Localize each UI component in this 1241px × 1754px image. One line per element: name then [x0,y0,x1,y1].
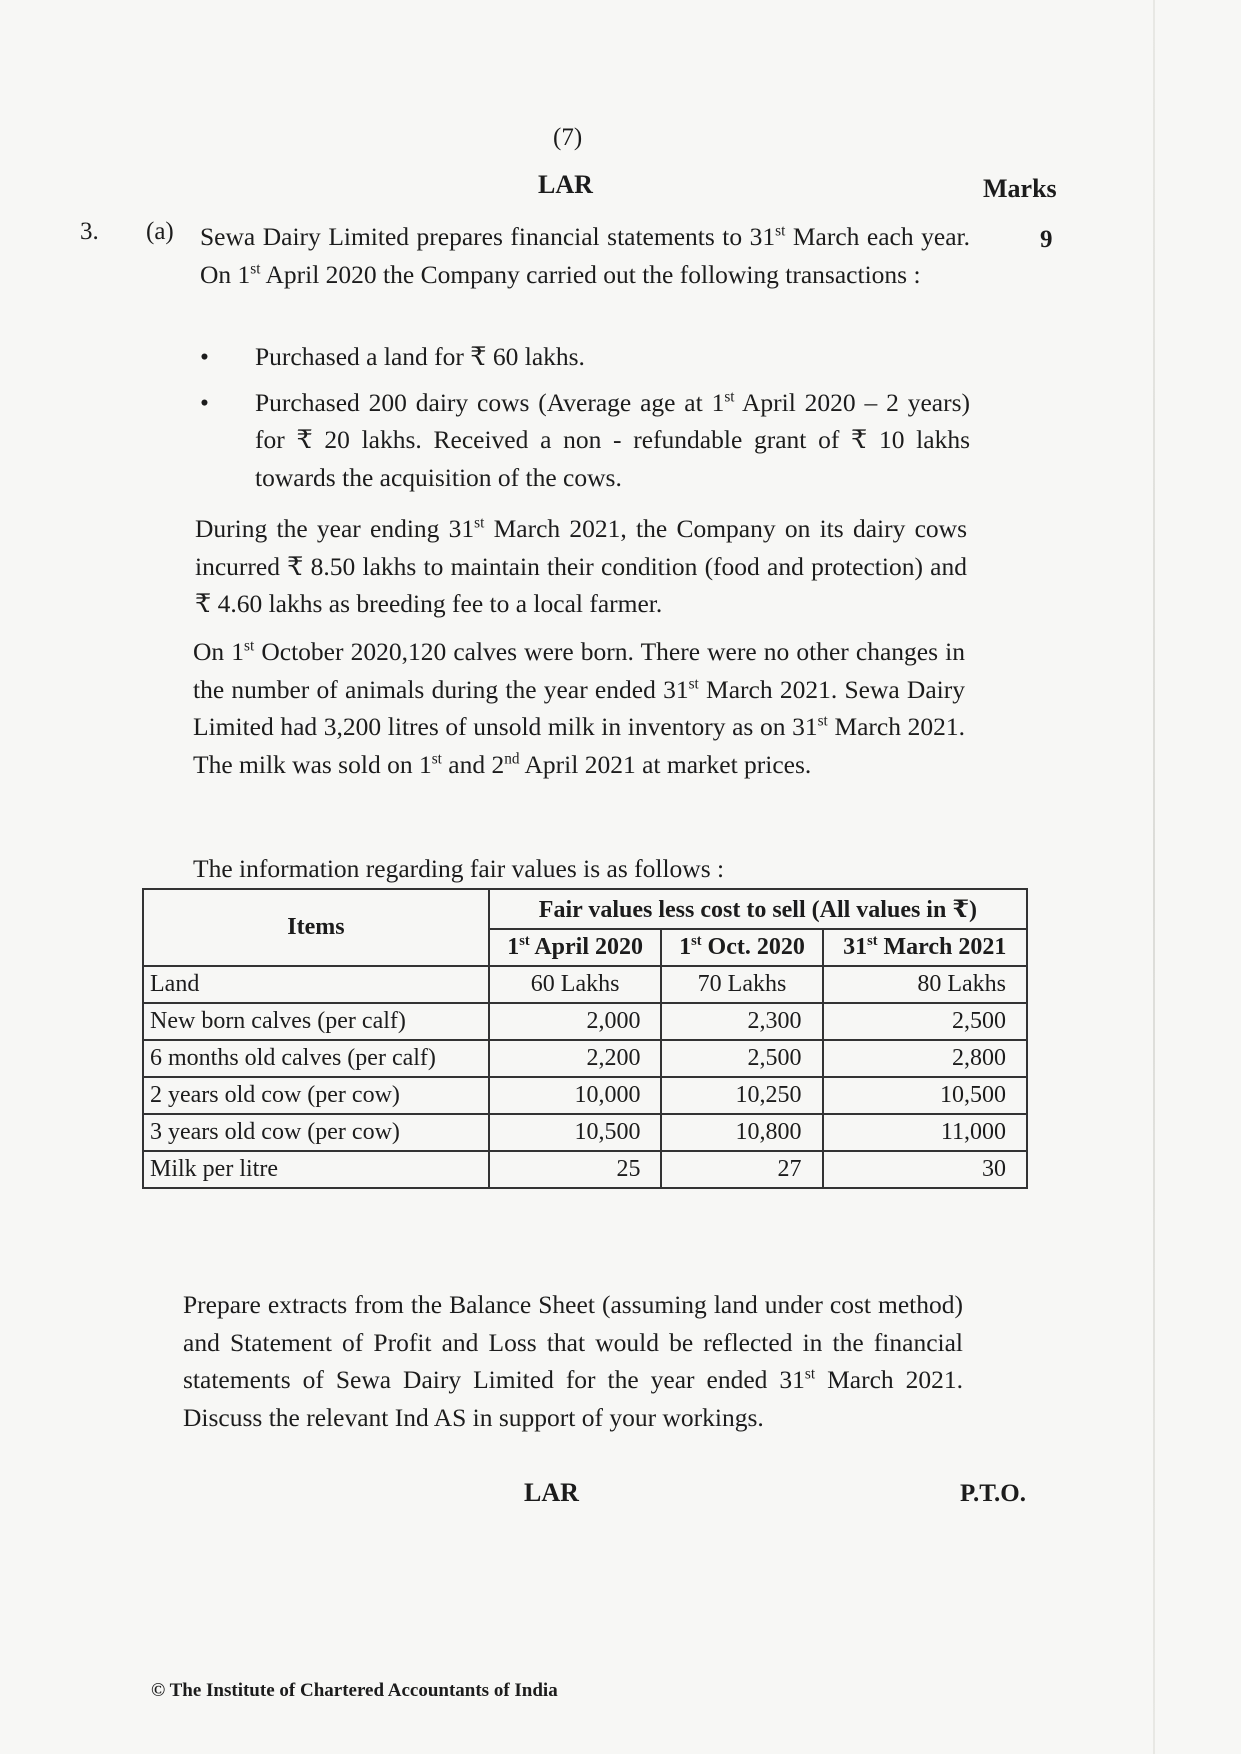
row-item: 6 months old calves (per calf) [143,1040,489,1077]
marks-heading: Marks [983,174,1057,203]
transaction-text: Purchased 200 dairy cows (Average age at 1st April 2020 – 2 years) for ₹ 20 lakhs. Received a non - refundable grant of ₹ 10 lakhs towards the acquisition of the cows. [255,387,971,492]
question-part: (a) [146,218,174,245]
cell-value: 2,200 [489,1040,662,1077]
table-row [143,1151,1027,1188]
column-header: 1st Oct. 2020 [661,929,822,966]
transaction-item [200,338,970,376]
column-header: 1st April 2020 [489,929,662,966]
cell-value: 2,800 [823,1040,1027,1077]
transaction-item [200,384,970,497]
table-header-row [143,889,1027,929]
cell-value: 60 Lakhs [489,966,662,1003]
table-row [143,1003,1027,1040]
instruction-paragraph: Prepare extracts from the Balance Sheet (assuming land under cost method) and Statement of Profit and Loss that would be reflected in the financial statements of Sewa Dairy Limited for the year ended 31st March 2021. Discuss the relevant Ind AS in support of your workings. [183,1290,963,1432]
question-intro: Sewa Dairy Limited prepares financial statements to 31st March each year. On 1st April 2020 the Company carried out the following transactions : [200,222,970,289]
cell-value: 80 Lakhs [823,966,1027,1003]
cell-value: 70 Lakhs [661,966,822,1003]
cell-value: 10,500 [489,1114,662,1151]
table-row [143,1114,1027,1151]
fair-value-group-header: Fair values less cost to sell (All values in ₹) [489,889,1027,929]
cell-value: 10,250 [661,1077,822,1114]
bullet-dot: • [200,342,209,371]
copyright-footer: © The Institute of Chartered Accountants of India [151,1680,558,1701]
paper-code-bottom: LAR [524,1478,579,1507]
table-row [143,966,1027,1003]
calves-paragraph: On 1st October 2020,120 calves were born. There were no other changes in the number of animals during the year ended 31st March 2021. Sewa Dairy Limited had 3,200 litres of unsold milk in inventory as on 31st March 2021. The milk was sold on 1st and 2nd April 2021 at market prices. [193,637,965,779]
cell-value: 25 [489,1151,662,1188]
page-edge [1153,0,1155,1754]
row-item: 3 years old cow (per cow) [143,1114,489,1151]
pto-label: P.T.O. [960,1480,1026,1507]
fair-value-table [142,888,1028,1189]
transaction-list [200,338,970,504]
cell-value: 11,000 [823,1114,1027,1151]
marks-value: 9 [1040,226,1053,253]
row-item: New born calves (per calf) [143,1003,489,1040]
page-number: (7) [553,124,583,151]
cell-value: 2,500 [661,1040,822,1077]
row-item: Milk per litre [143,1151,489,1188]
question-number: 3. [80,218,99,245]
row-item: Land [143,966,489,1003]
column-header: 31st March 2021 [823,929,1027,966]
items-header: Items [143,889,489,966]
table-intro: The information regarding fair values is as follows : [193,854,725,883]
transaction-text: Purchased a land for ₹ 60 lakhs. [255,342,585,371]
bullet-dot: • [200,387,209,417]
cell-value: 27 [661,1151,822,1188]
cell-value: 2,500 [823,1003,1027,1040]
cell-value: 10,000 [489,1077,662,1114]
table-row [143,1077,1027,1114]
costs-paragraph: During the year ending 31st March 2021, the Company on its dairy cows incurred ₹ 8.50 lakhs to maintain their condition (food and protection) and ₹ 4.60 lakhs as breeding fee to a local farmer. [195,514,967,618]
cell-value: 2,300 [661,1003,822,1040]
table-row [143,1040,1027,1077]
paper-code-top: LAR [538,170,593,199]
row-item: 2 years old cow (per cow) [143,1077,489,1114]
cell-value: 10,800 [661,1114,822,1151]
cell-value: 10,500 [823,1077,1027,1114]
cell-value: 30 [823,1151,1027,1188]
cell-value: 2,000 [489,1003,662,1040]
